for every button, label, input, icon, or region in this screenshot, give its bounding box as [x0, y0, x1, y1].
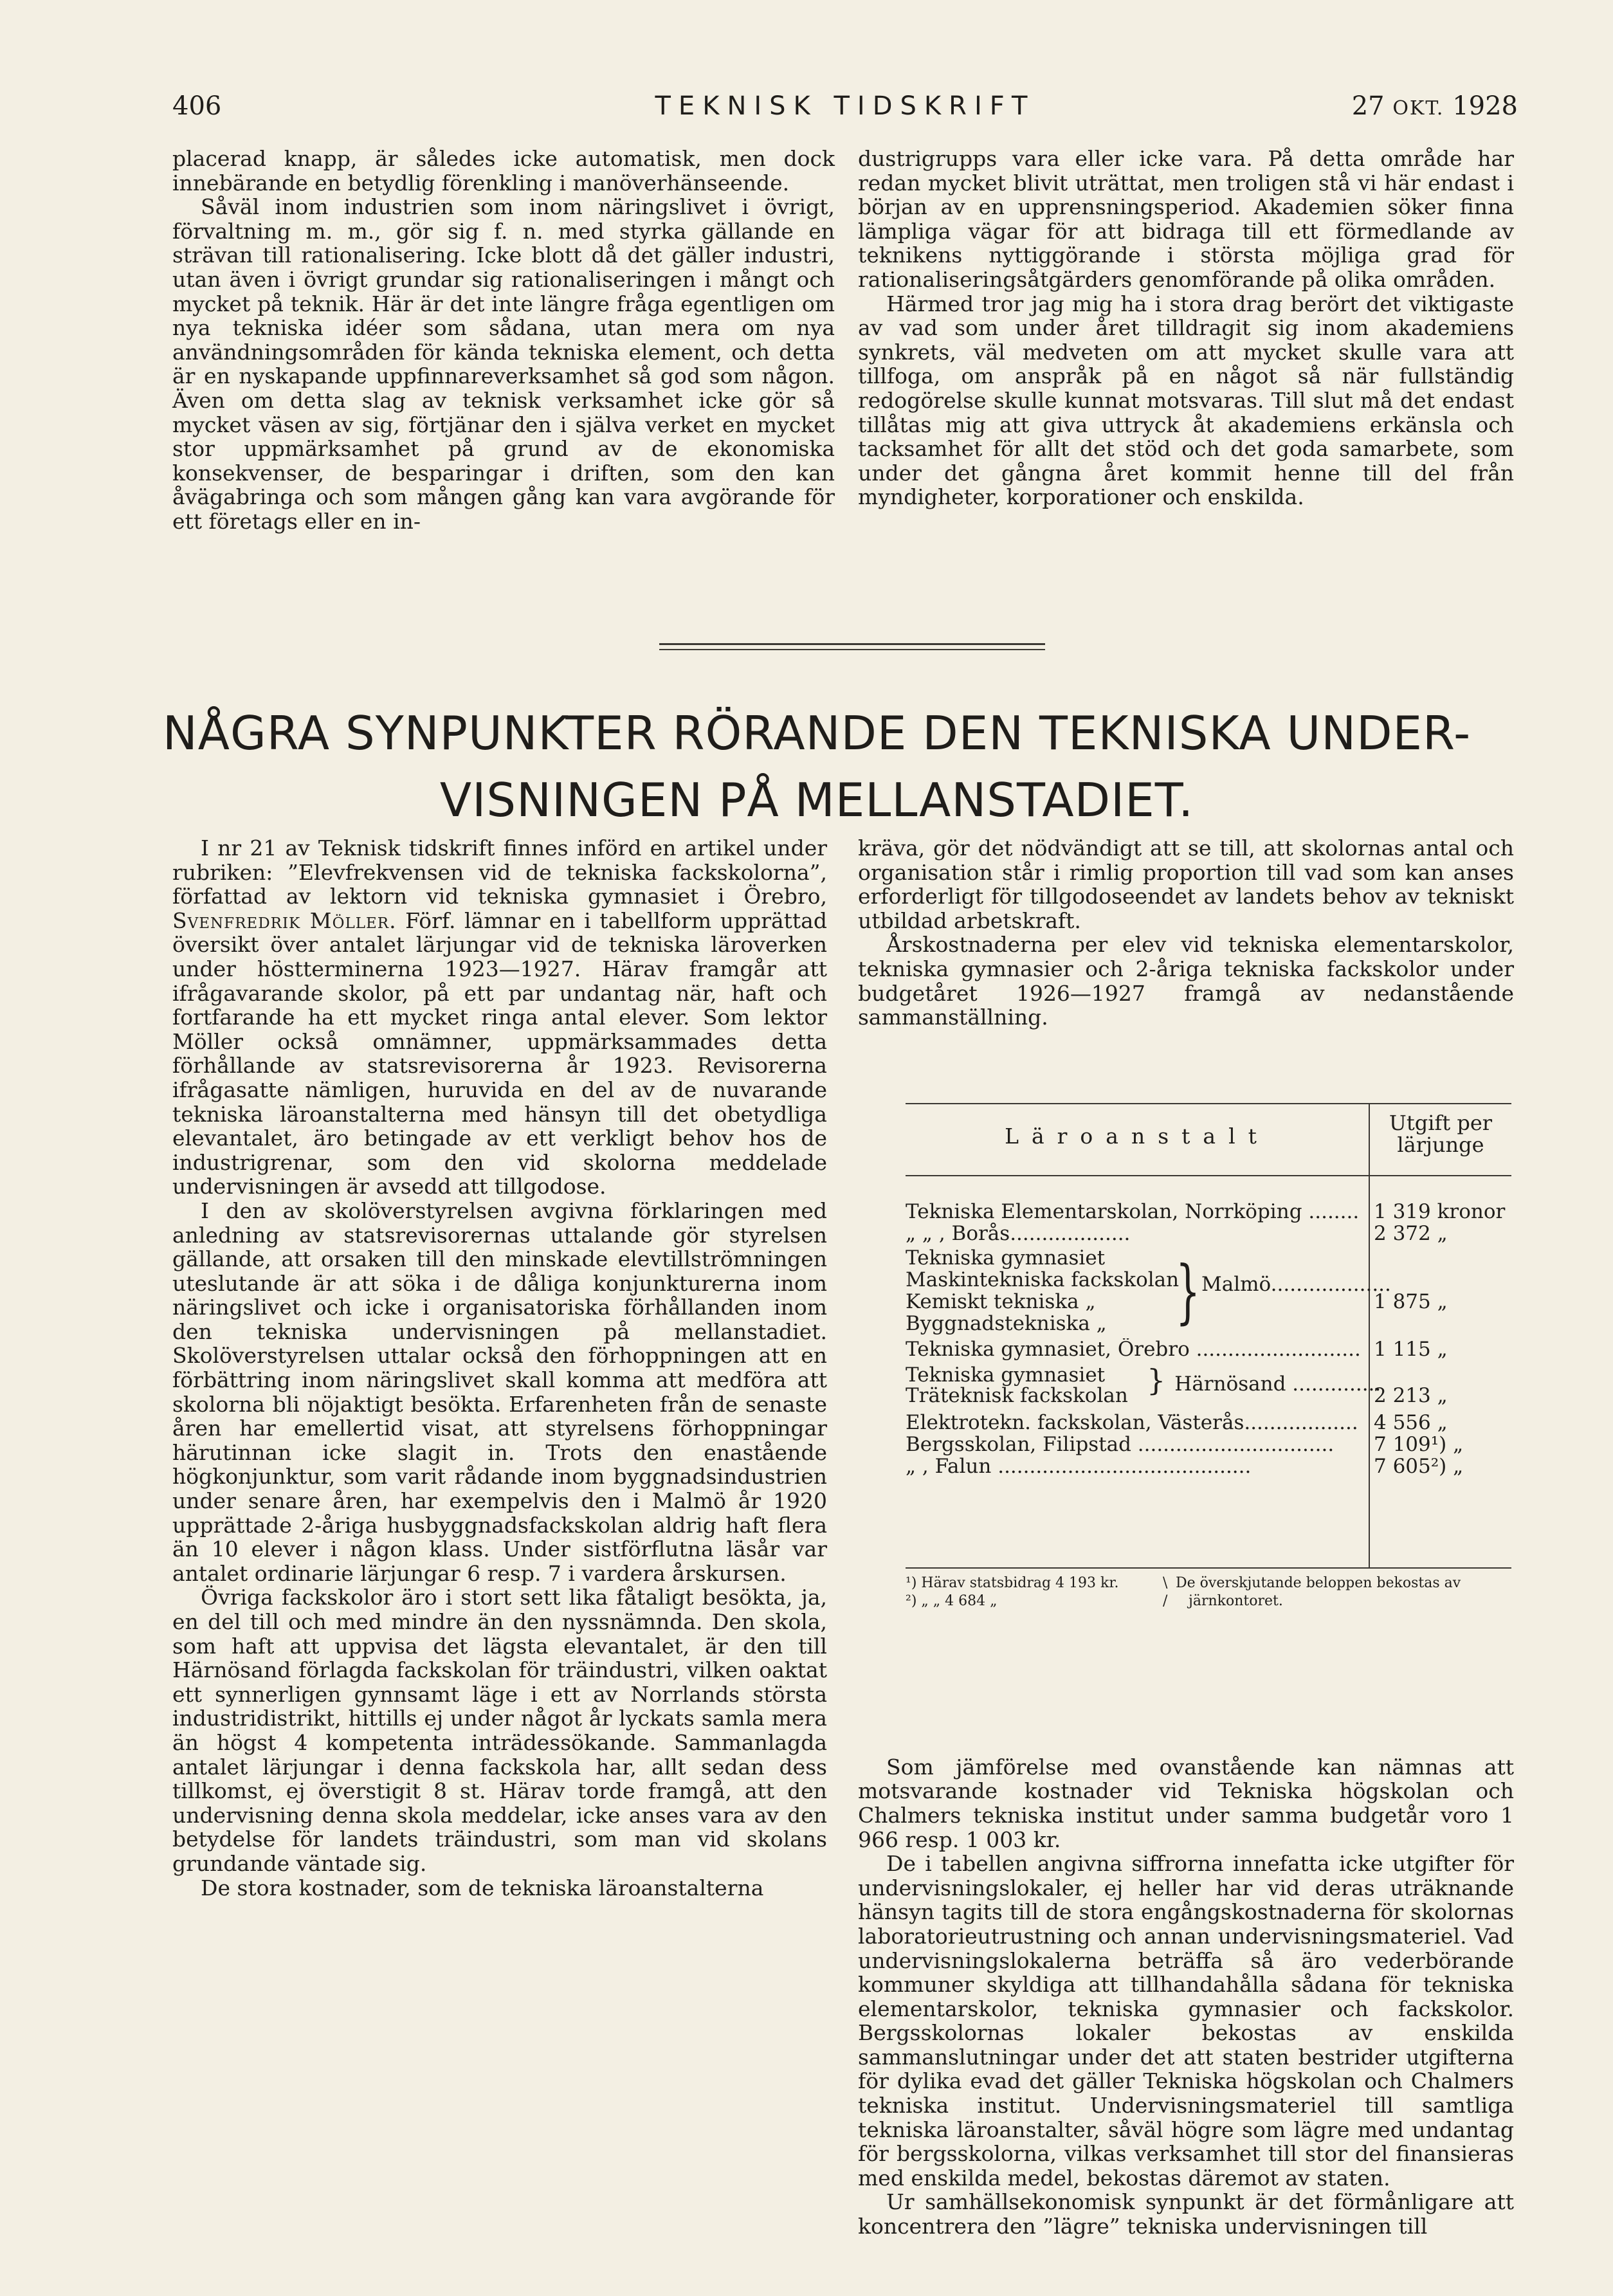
date-year: 1928 [1452, 91, 1518, 121]
table-footnotes [906, 1574, 1511, 1610]
headline-line: NÅGRA SYNPUNKTER RÖRANDE DEN TEKNISKA UNDER- [162, 706, 1472, 760]
table-cell-value: 4 556 „ [1374, 1411, 1448, 1434]
paragraph: Härmed tror jag mig ha i stora drag berört det viktigaste av vad som under året tilldragit sig inom akademiens synkrets, väl medveten om att mycket skulle vara att tillfoga, om anspråk på en något så när fullständig redogörelse skulle kunnat motsvaras. Till slut må det endast tillåtas mig att giva uttryck åt akademiens erkänsla och tacksamhet för allt det stöd och det goda samarbete, som under det gångna året kommit henne till del från myndigheter, korporationer och enskilda. [858, 291, 1514, 510]
headline-line: VISNINGEN PÅ MELLANSTADIET. [439, 773, 1194, 827]
table-row [906, 1223, 1511, 1244]
table-row [906, 1455, 1511, 1477]
paragraph: Ur samhällsekonomisk synpunkt är det förmånligare att koncentrera den ”lägre” tekniska undervisningen till [858, 2189, 1514, 2239]
paragraph-text: I nr 21 av Teknisk tidskrift finnes införd en artikel under rubriken: ”Elevfrekvensen vid de tekniska fackskolorna”, författad av lektorn vid tekniska gymnasiet i Örebro, [172, 835, 827, 909]
table-cell-value: 7 109¹) „ [1374, 1433, 1464, 1456]
table-row [906, 1434, 1511, 1455]
paragraph: Såväl inom industrien som inom näringslivet i övrigt, förvaltning m. m., gör sig f. n. med styrka gällande en strävan till rationalisering. Icke blott då det gäller industri, utan även i övrigt grundar sig rationaliseringen i mångt och mycket på teknik. Här är det inte längre fråga egentligen om nya tekniska idéer som sådana, utan mera om nya användningsområden för kända tekniska element, och detta är en nyskapande uppfinnareverksamhet så god som någon. Även om detta slag av teknisk verksamhet icke gör så mycket väsen av sig, förtjänar den i själva verket en mycket stor uppmärksamhet på grund av de ekonomiska konsekvenser, de besparingar i driften, som den kan åvägabringa och som mången gång kan vara avgörande för ett företags eller en in- [172, 194, 835, 534]
footnote-brace: / [1163, 1593, 1168, 1609]
top-right-column [858, 147, 1514, 509]
paragraph [172, 836, 827, 1199]
brace-icon: } [1176, 1252, 1201, 1333]
table-cell-name: Byggnadstekniska „ [906, 1313, 1107, 1335]
paragraph: De stora kostnader, som de tekniska läroanstalterna [201, 1875, 764, 1900]
paragraph: Som jämförelse med ovanstående kan nämnas att motsvarande kostnader vid Tekniska högskolan och Chalmers tekniska institut under samma budgetår voro 1 966 resp. 1 003 kr. [858, 1754, 1514, 1852]
paragraph-text: Förf. lämnar en i tabellform upprättad översikt över antalet lärjungar vid de tekniska läroverken under höstterminerna 1923—1927. Härav framgår att ifrågavarande skolor, på ett par undantag när, haft och fortfarande ha ett mycket ringa antal elever. Som lektor Möller också omnämner, uppmärksammades detta förhållande av statsrevisorerna år 1923. Revisorerna ifrågasatte nämligen, huruvida en del av de nuvarande tekniska läroanstalterna med hänsyn till det obetydliga elevantalet, äro betingade av ett verkligt behov hos de industrigrenar, som den vid skolorna meddelade undervisningen är avsedd att tillgodose. [172, 907, 827, 1199]
bottom-left-column [172, 836, 827, 1900]
group-label-harnosand [1147, 1363, 1381, 1398]
table-header-rule [906, 1175, 1511, 1176]
footnote-text: ¹) Härav statsbidrag 4 193 kr. [906, 1575, 1119, 1591]
footnote-text: järnkontoret. [1189, 1593, 1283, 1609]
table-header-line: lärjunge [1397, 1133, 1484, 1157]
group-label-malmo [1176, 1252, 1391, 1333]
table-cell-name: Tekniska Elementarskolan, Norrköping ........ [906, 1201, 1360, 1223]
brace-icon: } [1147, 1363, 1166, 1398]
article-headline [141, 700, 1492, 834]
table-cell-name: Maskintekniska fackskolan [906, 1269, 1180, 1291]
table-cell-value: 2 213 „ [1374, 1384, 1448, 1407]
paragraph: Årskostnaderna per elev vid tekniska elementarskolor, tekniska gymnasier och 2-åriga tekniska fackskolor under budgetåret 1926—1927 framgå av nedanstående sammanställning. [858, 932, 1514, 1030]
paragraph: I den av skolöverstyrelsen avgivna förklaringen med anledning av statsrevisorernas uttalande gör styrelsen gällande, att orsaken till den minskade elevtillströmningen uteslutande är att söka i de dåliga konjunkturerna inom näringslivet och icke i organisatoriska förhållanden inom den tekniska undervisningen på mellanstadiet. Skolöverstyrelsen uttalar också den förhoppningen att en förbättring inom näringslivet skall komma att medföra att skolorna bli nöjaktigt besökta. Erfarenheten från de senaste åren har emellertid visat, att styrelsens förhoppningar härutinnan icke slagit in. Trots den enastående högkonjunktur, som varit rådande inom byggnadsindustrien under senare åren, har exempelvis den i Malmö år 1920 upprättade 2-åriga husbyggnadsfackskolan aldrig haft flera än 10 elever i någon klass. Under sistförflutna läsår var antalet ordinarie lärjungar 6 resp. 7 i vardera årskursen. [172, 1198, 827, 1586]
group-city: Härnösand .............. [1174, 1372, 1381, 1396]
footnote [906, 1574, 1511, 1592]
cost-table [906, 1103, 1511, 1569]
journal-title: TEKNISK TIDSKRIFT [655, 91, 1035, 121]
table-cell-name: Träteknisk fackskolan [906, 1385, 1128, 1407]
section-divider [659, 643, 1045, 654]
table-cell-name: Tekniska gymnasiet [906, 1364, 1106, 1386]
table-cell-name: „ , Falun ........................................ [906, 1455, 1252, 1477]
table-divider [1369, 1104, 1370, 1567]
table-row [906, 1201, 1511, 1223]
date-day: 27 [1351, 91, 1385, 121]
divider-line [659, 649, 1045, 650]
table-row [906, 1338, 1511, 1360]
divider-line [659, 643, 1045, 645]
page-number: 406 [172, 91, 222, 121]
table-cell-value: 1 115 „ [1374, 1338, 1448, 1361]
table-cell-name: „ „ , Borås................... [906, 1223, 1131, 1244]
table-cell-value: 2 372 „ [1374, 1222, 1448, 1245]
date-month: OKT. [1392, 97, 1444, 120]
table-cell-name: Tekniska gymnasiet, Örebro .......................... [906, 1338, 1361, 1360]
table-cell-name: Bergsskolan, Filipstad ............................... [906, 1434, 1335, 1455]
author-name: Svenfredrik Möller. [172, 907, 397, 933]
table-header-cost [1370, 1112, 1511, 1156]
table-header-line: Utgift per [1389, 1111, 1493, 1135]
issue-date [1352, 91, 1518, 121]
paragraph: kräva, gör det nödvändigt att se till, att skolornas antal och organisation står i rimlig proportion till vad som kan anses erforderligt för tillgodoseendet av landets behov av tekniskt utbildad arbetskraft. [858, 835, 1514, 933]
table-row [906, 1412, 1511, 1434]
footnote-brace: \ [1163, 1575, 1168, 1591]
footnote-text: ²) „ „ 4 684 „ [906, 1593, 998, 1609]
paragraph: Övriga fackskolor äro i stort sett lika fåtaligt besökta, ja, en del till och med mindre än den nyssnämnda. Den skola, som haft att uppvisa det lägsta elevantalet, är den till Härnösand förlagda fackskolan för träindustri, vilken oaktat ett synnerligen gynnsamt läge i ett av Norrlands största industridistrikt, hittills ej under något år lyckats samla mera än högst 4 kompetenta inträdessökande. Sammanlagda antalet lärjungar i denna fackskola har, allt sedan dess tillkomst, ej överstigit 8 st. Härav torde framgå, att den undervisning denna skola meddelar, icke anses vara av den betydelse för landets träindustri, som man vid skolans grundande väntade sig. [172, 1585, 827, 1876]
group-city: Malmö................... [1201, 1273, 1391, 1296]
top-left-column [172, 147, 835, 534]
table-cell-name: Elektrotekn. fackskolan, Västerås.................. [906, 1412, 1358, 1434]
running-header [172, 91, 1518, 130]
table-cell-value: 1 319 kronor [1374, 1200, 1506, 1223]
paragraph: De i tabellen angivna siffrorna innefatta icke utgifter för undervisningslokaler, ej heller har vid deras uträknande hänsyn tagits till de stora engångskostnaderna för skolornas laboratorieutrustning och annan undervisningsmateriel. Vad undervisningslokalerna beträffa så äro vederbörande kommuner skyldiga att tillhandahålla sådana för tekniska elementarskolor, tekniska gymnasier och fackskolor. Bergsskolornas lokaler bekostas av enskilda sammanslutningar under det att staten bestrider utgifterna för dylika evad det gäller Tekniska högskolan och Chalmers tekniska institut. Undervisningsmateriel till samtliga tekniska läroanstalter, såväl högre som lägre med undantag för bergsskolorna, vilkas verksamhet till stor del finansieras med enskilda medel, bekostas däremot av staten. [858, 1851, 1514, 2191]
table-cell-name: Kemiskt tekniska „ [906, 1291, 1096, 1313]
footnote [906, 1592, 1511, 1610]
table-row [906, 1313, 1511, 1335]
footnote-text: De överskjutande beloppen bekostas av [1176, 1575, 1461, 1591]
table-header-institution: Läroanstalt [1005, 1124, 1270, 1149]
table-cell-name: Tekniska gymnasiet [906, 1247, 1106, 1269]
paragraph: placerad knapp, är således icke automatisk, men dock innebärande en betydlig förenkling i manöverhänseende. [172, 146, 835, 196]
table-row [906, 1247, 1511, 1269]
table-cell-value: 1 875 „ [1374, 1290, 1448, 1313]
paragraph: dustrigrupps vara eller icke vara. På detta område har redan mycket blivit uträttat, men troligen stå vi här endast i början av en upprensningsperiod. Akademien söker finna lämpliga vägar för att bidraga till ett förmedlande av teknikens nyttiggörande i största möjliga grad för rationaliseringsåtgärders genomförande på olika områden. [858, 146, 1514, 292]
table-cell-value: 7 605²) „ [1374, 1455, 1464, 1478]
